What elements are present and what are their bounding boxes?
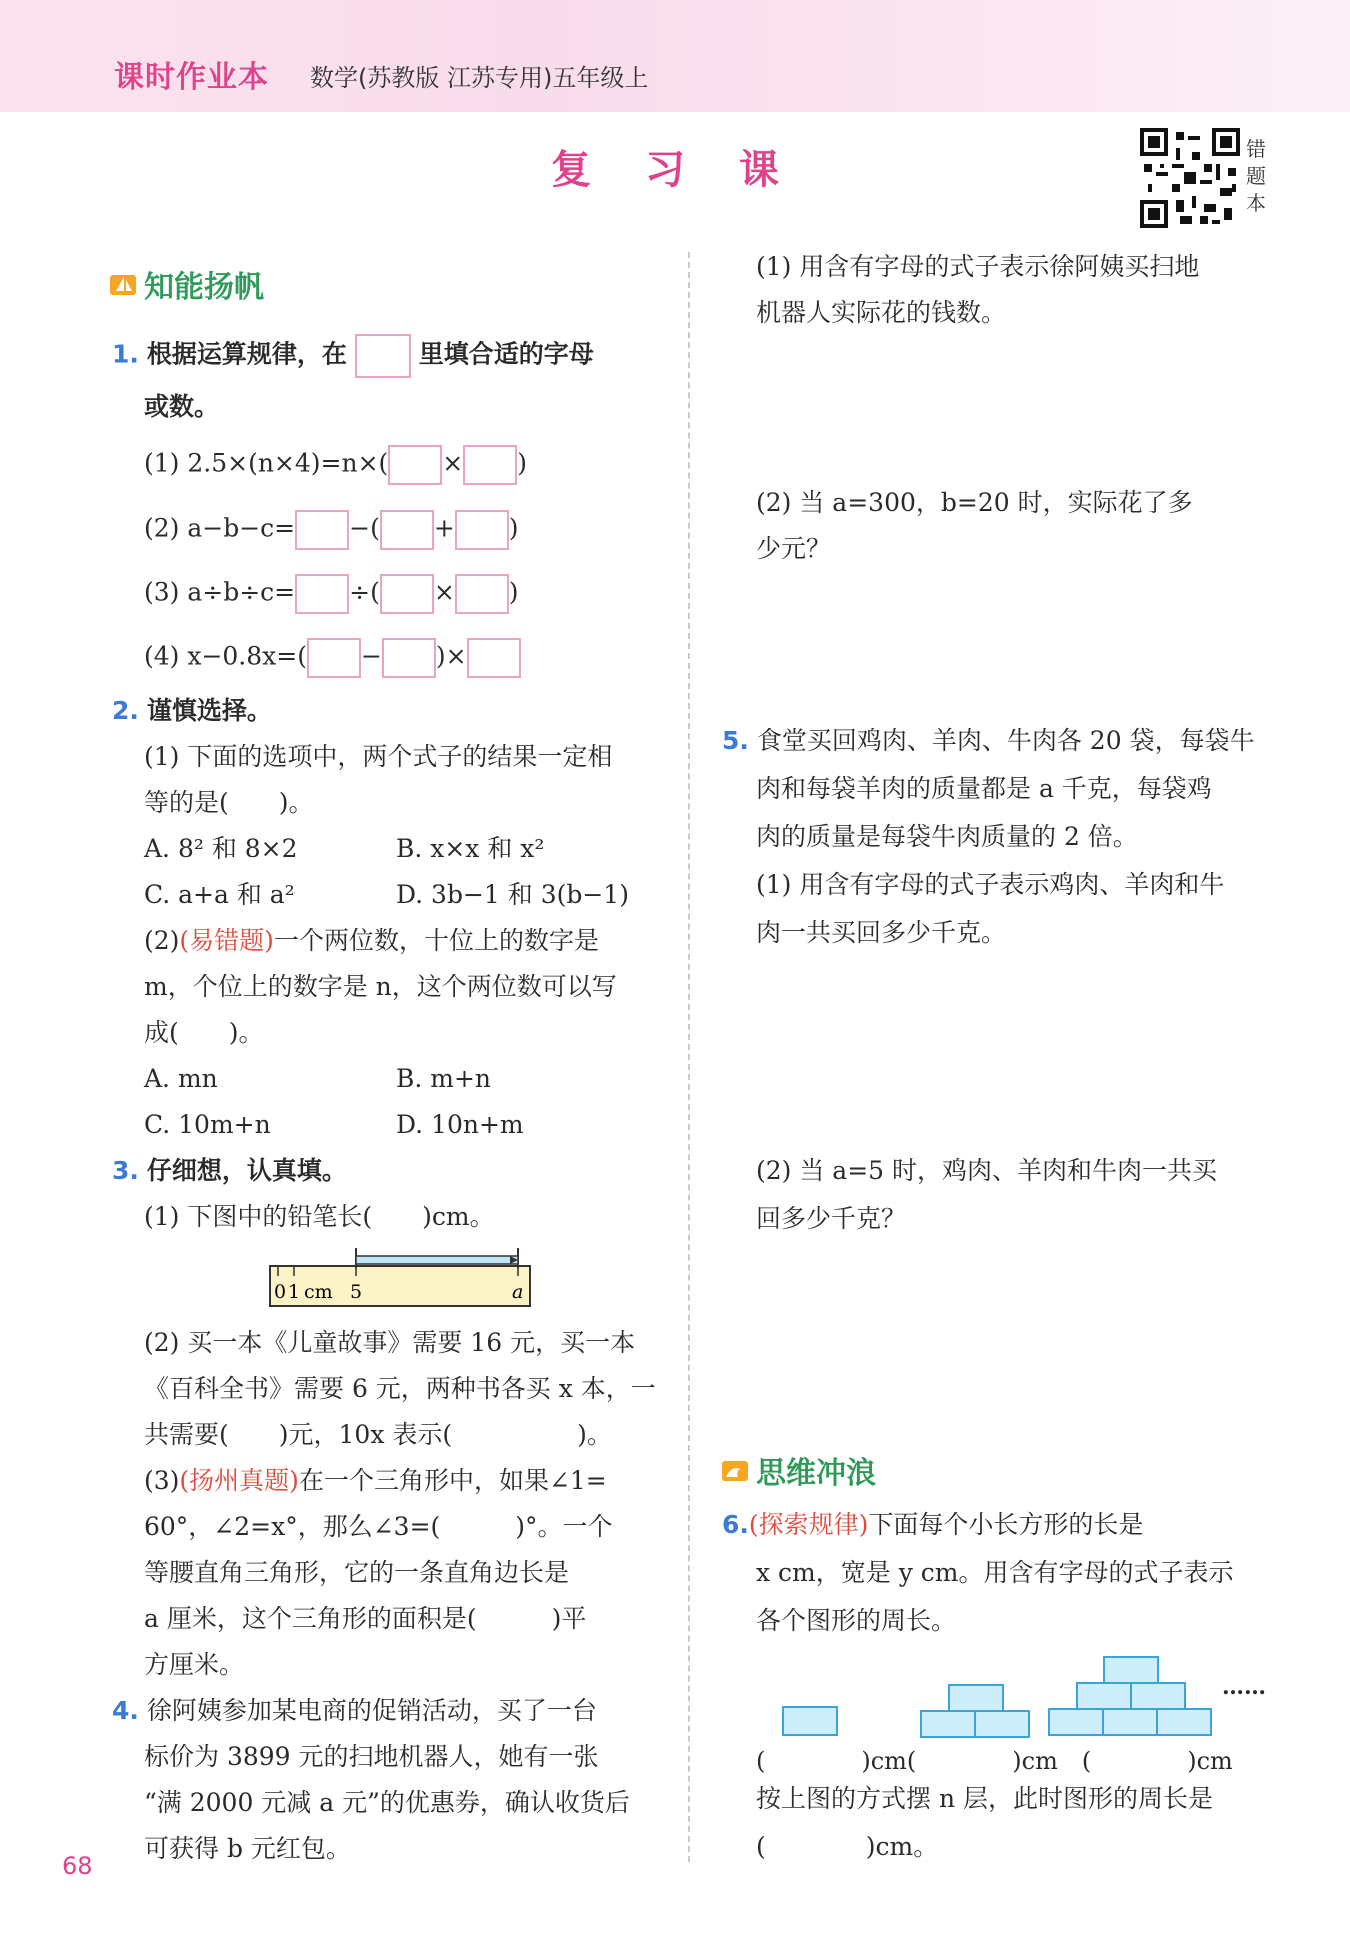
answer-box[interactable] [388, 445, 442, 485]
q1-p2-text-a: (2) a−b−c= [144, 513, 296, 543]
continuation-dots: …… [1222, 1674, 1266, 1700]
q6-line4: 按上图的方式摆 n 层，此时图形的周长是 [756, 1784, 1213, 1813]
ruler-zero: 0 [274, 1281, 287, 1303]
q4-line1 [112, 1696, 597, 1726]
figure1-rect [782, 1706, 838, 1736]
q1-p2-text-d: ) [508, 513, 519, 543]
q4-line2: 标价为 3899 元的扫地机器人，她有一张 [144, 1742, 599, 1771]
q6-line3: 各个图形的周长。 [756, 1606, 957, 1635]
q2-p2-option-c[interactable]: C. 10m+n [144, 1110, 271, 1139]
q4-p1-line2: 机器人实际花的钱数。 [756, 298, 1007, 327]
q5-line3: 肉的质量是每袋牛肉质量的 2 倍。 [756, 822, 1138, 851]
qr-code-icon[interactable] [1140, 128, 1240, 228]
q1-p3-text-d: ) [508, 577, 519, 607]
ruler-one: 1 [288, 1281, 301, 1303]
q1-p2-text-b: −( [349, 513, 380, 543]
q5-line1 [722, 726, 1255, 756]
q1-p4-text-b: − [360, 641, 382, 671]
q2-p2-text: 一个两位数，十位上的数字是 [273, 926, 599, 955]
qr-label: 错题本 [1246, 137, 1266, 215]
figure2-rect-top [948, 1684, 1004, 1712]
q3-p3-line1 [144, 1466, 607, 1496]
q2-p2-option-a[interactable]: A. mn [144, 1064, 218, 1093]
q3-p3-text: 在一个三角形中，如果∠1= [298, 1466, 607, 1495]
section-heading-2 [722, 1448, 876, 1492]
pencil-shape [356, 1256, 518, 1264]
q3-p3-line4: a 厘米，这个三角形的面积是( )平 [144, 1604, 587, 1633]
wave-icon [722, 1457, 750, 1483]
q1-sample-box [355, 334, 411, 378]
q6-blanks: ( )cm( )cm ( )cm [756, 1747, 1233, 1775]
page-number: 68 [62, 1852, 93, 1880]
q3-p2-line3: 共需要( )元，10x 表示( )。 [144, 1420, 612, 1449]
q1-p2-text-c: + [433, 513, 455, 543]
answer-box[interactable] [295, 510, 349, 550]
answer-box[interactable] [455, 574, 509, 614]
q1-p3-text-a: (3) a÷b÷c= [144, 577, 296, 607]
q6-text-1: 下面每个小长方形的长是 [868, 1510, 1144, 1539]
answer-box[interactable] [463, 445, 517, 485]
figure3-rect-bottom-2 [1102, 1708, 1158, 1736]
q4-p2-line1: (2) 当 a=300，b=20 时，实际花了多 [756, 488, 1193, 517]
figure3-rect-bottom-3 [1156, 1708, 1212, 1736]
q5-line2: 肉和每袋羊肉的质量都是 a 千克，每袋鸡 [756, 774, 1212, 803]
answer-box[interactable] [380, 574, 434, 614]
q1-stem-a: 根据运算规律，在 [146, 339, 347, 369]
q2-p2-option-b[interactable]: B. m+n [396, 1064, 492, 1093]
q1-stem-c: 或数。 [144, 392, 220, 421]
answer-box[interactable] [295, 574, 349, 614]
q2-option-b[interactable]: B. x×x 和 x² [396, 834, 545, 863]
q1-stem-line1 [112, 334, 594, 378]
q1-p1-text-a: (1) 2.5×(n×4)=n×( [144, 448, 389, 478]
page-title: 复 习 课 [551, 147, 799, 193]
q1-p4-text-a: (4) x−0.8x=( [144, 641, 307, 671]
q1-stem-b: 里填合适的字母 [418, 339, 594, 369]
q5-p1-line1: (1) 用含有字母的式子表示鸡肉、羊肉和牛 [756, 870, 1225, 899]
q3-stem-text: 仔细想，认真填。 [146, 1156, 347, 1185]
q5-p2-line1: (2) 当 a=5 时，鸡肉、羊肉和牛肉一共买 [756, 1156, 1218, 1185]
q6-line5: ( )cm。 [756, 1832, 939, 1861]
q6-line2: x cm，宽是 y cm。用含有字母的式子表示 [756, 1558, 1234, 1587]
q3-p3-line2: 60°，∠2=x°，那么∠3=( )°。一个 [144, 1512, 613, 1541]
figure3-rect-mid-right [1130, 1682, 1186, 1710]
q2-p1-line2: 等的是( )。 [144, 788, 314, 817]
q4-line4: 可获得 b 元红包。 [144, 1834, 351, 1863]
q2-number: 2. [112, 696, 139, 725]
q4-number: 4. [112, 1696, 139, 1725]
q3-p2-line2: 《百科全书》需要 6 元，两种书各买 x 本，一 [144, 1374, 656, 1403]
figure3-rect-mid-left [1076, 1682, 1132, 1710]
q2-option-a[interactable]: A. 8² 和 8×2 [144, 834, 298, 863]
q5-p2-line2: 回多少千克？ [756, 1204, 907, 1233]
brand-title: 课时作业本 [114, 60, 269, 95]
q1-part2 [144, 510, 519, 550]
q2-p2-line3: 成( )。 [144, 1018, 264, 1047]
answer-box[interactable] [455, 510, 509, 550]
figure2-rect-bottom-left [920, 1710, 976, 1738]
ruler-unit: cm [304, 1281, 333, 1303]
q1-part1 [144, 445, 527, 485]
answer-box[interactable] [467, 638, 521, 678]
q6-line1 [722, 1510, 1143, 1540]
q1-p1-text-b: × [442, 448, 464, 478]
q4-p2-line2: 少元？ [756, 534, 832, 563]
q1-p3-text-c: × [433, 577, 455, 607]
section-title-1: 知能扬帆 [144, 270, 264, 305]
q5-p1-line2: 肉一共买回多少千克。 [756, 918, 1007, 947]
q3-p3-line3: 等腰直角三角形，它的一条直角边长是 [144, 1558, 570, 1587]
q5-number: 5. [722, 726, 749, 755]
column-divider [688, 252, 690, 1862]
ruler-five: 5 [350, 1281, 363, 1303]
q4-line3: “满 2000 元减 a 元”的优惠券，确认收货后 [144, 1788, 630, 1817]
q3-p3-line5: 方厘米。 [144, 1650, 245, 1679]
q3-p1: (1) 下图中的铅笔长( )cm。 [144, 1202, 495, 1231]
q2-p2-tag: (易错题) [179, 926, 274, 955]
q4-text-1: 徐阿姨参加某电商的促销活动，买了一台 [146, 1696, 597, 1725]
section-heading-1 [110, 262, 264, 306]
answer-box[interactable] [380, 510, 434, 550]
section-title-2: 思维冲浪 [756, 1456, 876, 1491]
q2-p2-line2: m，个位上的数字是 n，这个两位数可以写 [144, 972, 617, 1001]
figure2-rect-bottom-right [974, 1710, 1030, 1738]
ruler-pencil-figure [268, 1244, 538, 1310]
q2-option-c[interactable]: C. a+a 和 a² [144, 880, 295, 909]
figure3-rect-bottom-1 [1048, 1708, 1104, 1736]
q4-p1-line1: (1) 用含有字母的式子表示徐阿姨买扫地 [756, 252, 1200, 281]
sail-icon [110, 271, 138, 297]
q2-stem-text: 谨慎选择。 [146, 696, 272, 725]
figure3-rect-top [1103, 1656, 1159, 1684]
q1-p1-text-c: ) [517, 448, 527, 478]
q3-p2-line1: (2) 买一本《儿童故事》需要 16 元，买一本 [144, 1328, 636, 1357]
q3-number: 3. [112, 1156, 139, 1185]
q2-p2-option-d[interactable]: D. 10n+m [396, 1110, 524, 1139]
q3-p3-prefix: (3) [144, 1466, 180, 1495]
q1-p3-text-b: ÷( [349, 577, 380, 607]
q6-number: 6. [722, 1510, 749, 1539]
ruler-a: a [512, 1281, 524, 1303]
q3-p3-tag: (扬州真题) [179, 1466, 299, 1495]
subject-label: 数学(苏教版 江苏专用)五年级上 [310, 64, 649, 92]
answer-box[interactable] [307, 638, 361, 678]
q1-p4-text-c: )× [435, 641, 467, 671]
q1-part4 [144, 638, 521, 678]
q3-stem [112, 1156, 347, 1186]
q2-stem [112, 696, 272, 726]
q1-part3 [144, 574, 519, 614]
q5-text-1: 食堂买回鸡肉、羊肉、牛肉各 20 袋，每袋牛 [756, 726, 1255, 755]
q1-number: 1. [112, 339, 139, 369]
q6-tag: (探索规律) [748, 1510, 869, 1539]
q2-option-d[interactable]: D. 3b−1 和 3(b−1) [396, 880, 629, 909]
answer-box[interactable] [382, 638, 436, 678]
q2-p2-line1 [144, 926, 599, 956]
q2-p1-line1: (1) 下面的选项中，两个式子的结果一定相 [144, 742, 613, 771]
q2-p2-prefix: (2) [144, 926, 180, 955]
